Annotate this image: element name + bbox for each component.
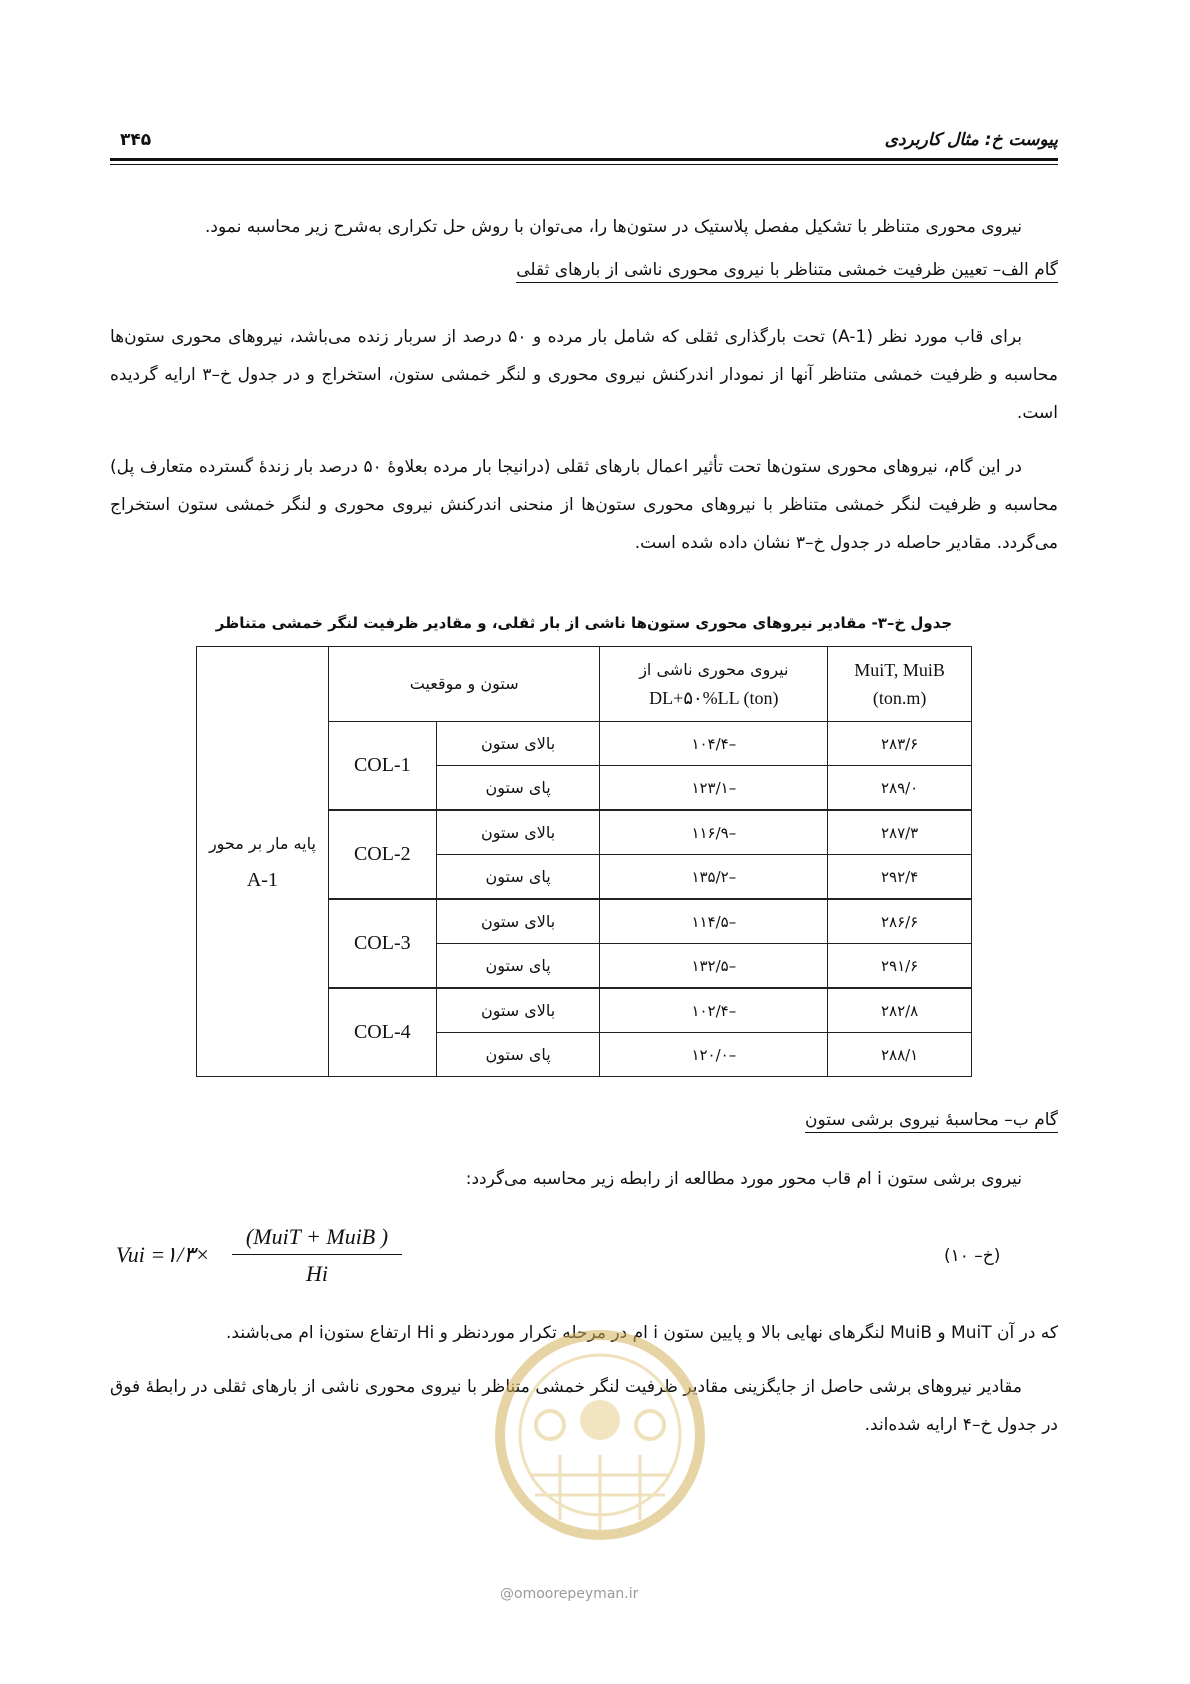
watermark-url: @omoorepeyman.ir (500, 1586, 639, 1602)
header-moment-line2: (ton.m) (872, 688, 927, 708)
paragraph-step-a-2: در این گام، نیروهای محوری ستون‌ها تحت تأثیر اعمال بارهای ثقلی (درانیجا بار مرده بعلاوهٔ ۵۰ درصد بار زندهٔ گسترده متعارف پل) محاسبه و ظرفیت لنگر خمشی متناظر با نیروهای محوری ستون‌ها از منحنی اندرکنش نیروی محوری و لنگر خمشی ستون استخراج می‌گردد. مقادیر حاصله در جدول خ–۳ نشان داده شده است. (110, 457, 1058, 553)
axial-cell: –۱۱۴/۵ (600, 899, 828, 944)
seal-right-gear (636, 1411, 664, 1439)
position-cell: پای ستون (436, 855, 600, 900)
publisher-seal-watermark (490, 1305, 710, 1545)
paragraph-intro: نیروی محوری متناظر با تشکیل مفصل پلاستیک در ستون‌ها را، می‌توان با روش حل تکراری به‌شرح زیر محاسبه نمود. (205, 217, 1022, 237)
pier-label-line2: A-1 (246, 868, 278, 891)
moment-cell: ۲۸۶/۶ (828, 899, 972, 944)
header-moment-line1: MuiT, MuiB (854, 660, 945, 680)
paragraph-step-a-1: برای قاب مورد نظر (A-1) تحت بارگذاری ثقلی که شامل بار مرده و ۵۰ درصد از سربار زنده می‌باشد، نیروهای محوری ستون‌ها محاسبه و ظرفیت خمشی متناظر آنها از نمودار اندرکنش نیروی محوری و لنگر خمشی ستون، استخراج و در جدول خ–۳ ارایه گردیده است. (110, 327, 1058, 423)
paragraph-shear-results: مقادیر نیروهای برشی حاصل از جایگزینی مقادیر ظرفیت لنگر خمشی متناظر با نیروی محوری ناشی از بارهای ثقلی در رابطهٔ فوق در جدول خ–۴ ارایه شده‌اند. (110, 1377, 1058, 1435)
moment-cell: ۲۹۱/۶ (828, 944, 972, 989)
column-name-cell: COL-1 (328, 722, 436, 811)
page-header (110, 124, 1058, 164)
seal-center-emblem (580, 1400, 620, 1440)
formula-fraction (232, 1224, 402, 1287)
formula-denominator: Hi (306, 1261, 328, 1286)
heading-step-b: گام ب– محاسبهٔ نیروی برشی ستون (805, 1110, 1058, 1133)
moment-cell: ۲۸۸/۱ (828, 1033, 972, 1077)
moment-cell: ۲۸۲/۸ (828, 988, 972, 1033)
position-cell: بالای ستون (436, 722, 600, 766)
column-name-cell: COL-3 (328, 899, 436, 988)
column-name-cell: COL-2 (328, 810, 436, 899)
paragraph-definitions: که در آن MuiT و MuiB لنگرهای نهایی بالا و پایین ستون i ام در مرحله تکرار موردنظر و Hi ارتفاع ستونi ام می‌باشند. (226, 1323, 1058, 1343)
paragraph-step-b: نیروی برشی ستون i ام قاب محور مورد مطالعه از رابطه زیر محاسبه می‌گردد: (465, 1169, 1022, 1189)
header-title: پیوست خ: مثال کاربردی (884, 130, 1058, 150)
axial-cell: –۱۰۲/۴ (600, 988, 828, 1033)
heading-step-a: گام الف– تعیین ظرفیت خمشی متناظر با نیروی محوری ناشی از بارهای ثقلی (516, 260, 1058, 283)
position-cell: بالای ستون (436, 899, 600, 944)
axial-cell: –۱۲۳/۱ (600, 766, 828, 811)
header-axial-line2: DL+۵۰%LL (ton) (649, 688, 779, 708)
header-axial-line1: نیروی محوری ناشی از (639, 660, 789, 679)
moment-cell: ۲۸۳/۶ (828, 722, 972, 766)
header-moment (828, 647, 972, 722)
formula-numerator: (MuiT + MuiB ) (232, 1224, 402, 1255)
header-location: ستون و موقعیت (328, 647, 600, 722)
moment-cell: ۲۹۲/۴ (828, 855, 972, 900)
axial-cell: –۱۳۵/۲ (600, 855, 828, 900)
column-name-cell: COL-4 (328, 988, 436, 1077)
table-header-row (197, 647, 972, 722)
page-number: ۳۴۵ (120, 130, 152, 150)
axial-cell: –۱۲۰/۰ (600, 1033, 828, 1077)
moment-cell: ۲۸۷/۳ (828, 810, 972, 855)
pier-label-line1: پایه مار بر محور (208, 833, 316, 853)
shear-formula (110, 1224, 410, 1294)
axial-cell: –۱۳۲/۵ (600, 944, 828, 989)
seal-left-gear (536, 1411, 564, 1439)
moment-cell: ۲۸۹/۰ (828, 766, 972, 811)
pier-cell (197, 647, 329, 1077)
axial-cell: –۱۱۶/۹ (600, 810, 828, 855)
position-cell: پای ستون (436, 944, 600, 989)
axial-moment-table (196, 646, 972, 1077)
formula-lhs: Vui =۱/۳× (116, 1242, 210, 1267)
header-rule (110, 158, 1058, 161)
position-cell: پای ستون (436, 1033, 600, 1077)
header-rule-thin (110, 164, 1058, 165)
position-cell: پای ستون (436, 766, 600, 811)
position-cell: بالای ستون (436, 988, 600, 1033)
position-cell: بالای ستون (436, 810, 600, 855)
table-caption: جدول خ–۳- مقادیر نیروهای محوری ستون‌ها ناشی از بار ثقلی، و مقادیر ظرفیت لنگر خمشی متناظر (215, 614, 953, 632)
equation-number: (خ– ۱۰) (944, 1246, 1001, 1266)
axial-cell: –۱۰۴/۴ (600, 722, 828, 766)
header-axial (600, 647, 828, 722)
